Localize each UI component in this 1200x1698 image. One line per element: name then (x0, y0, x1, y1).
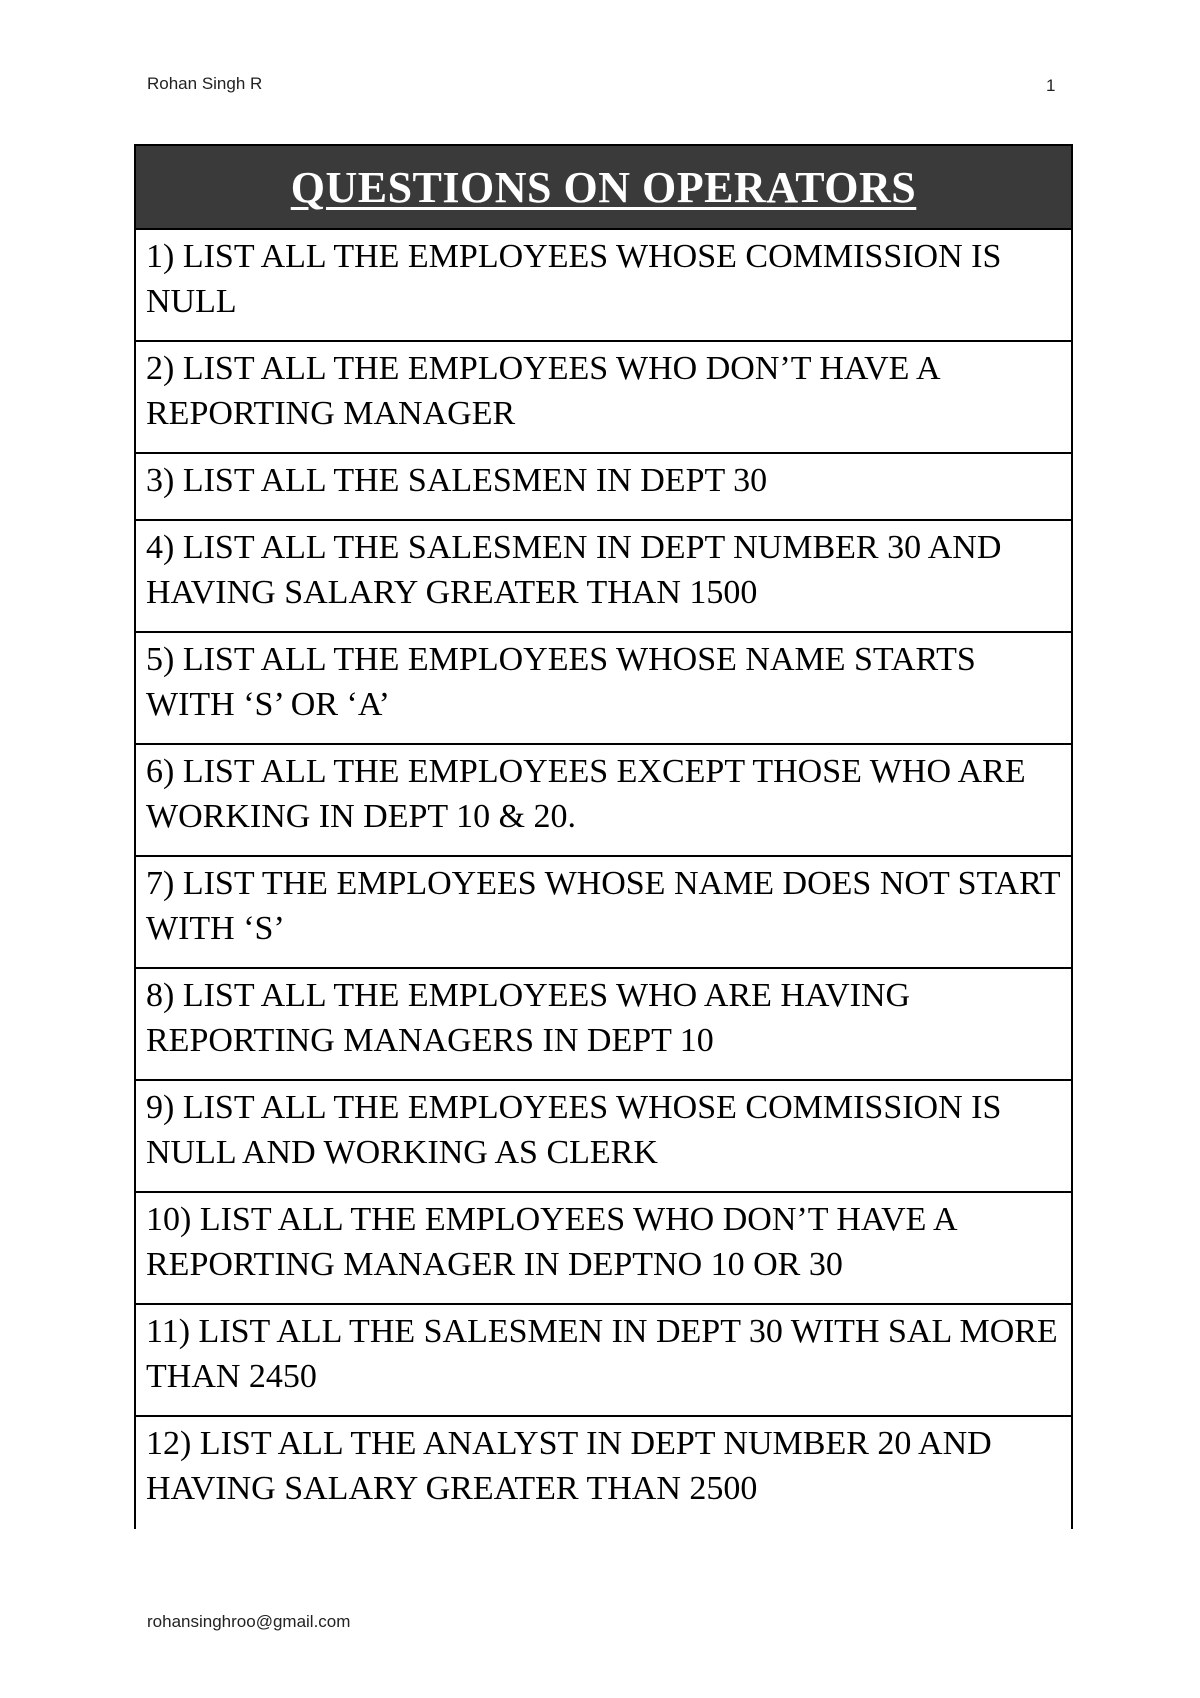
questions-table (134, 144, 1073, 1529)
footer-email: rohansinghroo@gmail.com (147, 1612, 351, 1631)
question-row-5: 5) LIST ALL THE EMPLOYEES WHOSE NAME STARTS WITH ‘S’ OR ‘A’ (136, 633, 1071, 745)
question-row-9: 9) LIST ALL THE EMPLOYEES WHOSE COMMISSION IS NULL AND WORKING AS CLERK (136, 1081, 1071, 1193)
table-title: QUESTIONS ON OPERATORS (290, 162, 917, 212)
question-row-2: 2) LIST ALL THE EMPLOYEES WHO DON’T HAVE A REPORTING MANAGER (136, 342, 1071, 454)
question-row-7: 7) LIST THE EMPLOYEES WHOSE NAME DOES NOT START WITH ‘S’ (136, 857, 1071, 969)
question-row-11: 11) LIST ALL THE SALESMEN IN DEPT 30 WITH SAL MORE THAN 2450 (136, 1305, 1071, 1417)
header-author: Rohan Singh R (147, 74, 263, 93)
question-row-4: 4) LIST ALL THE SALESMEN IN DEPT NUMBER 30 AND HAVING SALARY GREATER THAN 1500 (136, 521, 1071, 633)
page-number: 1 (1046, 76, 1056, 95)
question-row-10: 10) LIST ALL THE EMPLOYEES WHO DON’T HAVE A REPORTING MANAGER IN DEPTNO 10 OR 30 (136, 1193, 1071, 1305)
table-title-row (136, 146, 1071, 230)
question-row-8: 8) LIST ALL THE EMPLOYEES WHO ARE HAVING REPORTING MANAGERS IN DEPT 10 (136, 969, 1071, 1081)
question-row-1: 1) LIST ALL THE EMPLOYEES WHOSE COMMISSION IS NULL (136, 230, 1071, 342)
question-row-12: 12) LIST ALL THE ANALYST IN DEPT NUMBER 20 AND HAVING SALARY GREATER THAN 2500 (146, 1425, 992, 1507)
question-row-6: 6) LIST ALL THE EMPLOYEES EXCEPT THOSE WHO ARE WORKING IN DEPT 10 & 20. (136, 745, 1071, 857)
question-row-3: 3) LIST ALL THE SALESMEN IN DEPT 30 (136, 454, 1071, 521)
